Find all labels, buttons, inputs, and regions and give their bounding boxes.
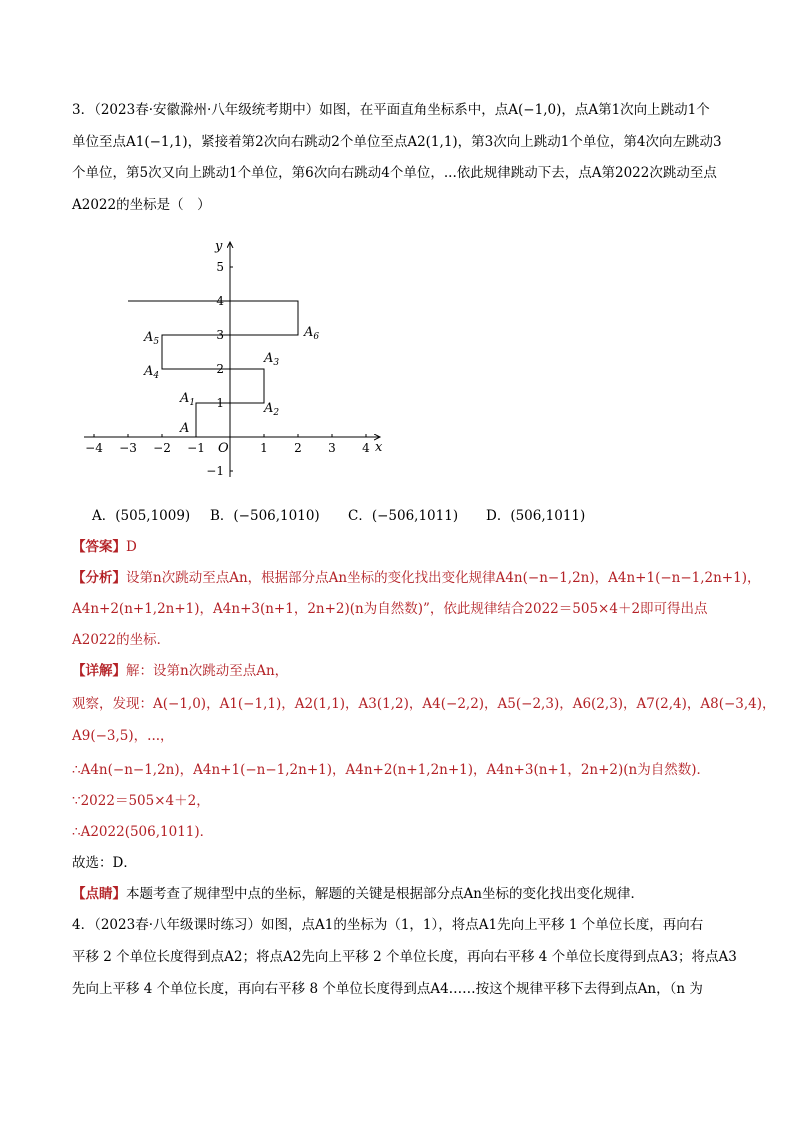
q3-line-3: 个单位，第5次又向上跳动1个单位，第6次向右跳动4个单位，...依此规律跳动下去，点A第2022次跳动至点 <box>72 165 717 181</box>
analysis-tag: 【分析】 <box>72 570 126 586</box>
q3-line-1: 3．（2023春·安徽滁州·八年级统考期中）如图，在平面直角坐标系中，点A(−1,0)，点A第1次向上跳动1个 <box>72 102 710 118</box>
point-labels <box>143 325 319 436</box>
x-tick-label: 1 <box>260 441 268 455</box>
choice-a[interactable]: A．(505,1009) <box>92 508 191 524</box>
comment-tag: 【点睛】 <box>72 886 126 902</box>
q3-line-4: A2022的坐标是（ ） <box>72 197 211 213</box>
y-axis-label: y <box>215 239 223 254</box>
detail-tag: 【详解】 <box>72 663 126 679</box>
analysis-text-1: 设第n次跳动至点An，根据部分点An坐标的变化找出变化规律A4n(−n−1,2n)，A4n+1(−n−1,2n+1)， <box>126 570 761 586</box>
detail-line-4: ∴A4n(−n−1,2n)，A4n+1(−n−1,2n+1)，A4n+2(n+1,2n+1)，A4n+3(n+1，2n+2)(n为自然数)． <box>72 762 711 778</box>
x-tick-label: −1 <box>187 441 205 455</box>
detail-line-7: 故选：D． <box>72 855 137 871</box>
coordinate-figure <box>78 232 398 482</box>
y-tick-label: 2 <box>216 362 224 376</box>
choice-b[interactable]: B．(−506,1010) <box>210 508 320 524</box>
origin-label: O <box>218 441 229 456</box>
x-tick-label: −4 <box>85 441 103 455</box>
detail-line-5: ∵2022＝505×4＋2， <box>72 793 210 809</box>
x-axis-label: x <box>375 440 383 455</box>
point-label-a: A <box>180 421 190 436</box>
analysis-line-3: A2022的坐标． <box>72 632 171 648</box>
y-tick-label: 5 <box>216 260 224 274</box>
comment-line <box>72 884 732 904</box>
q3-line-2: 单位至点A1(−1,1)，紧接着第2次向右跳动2个单位至点A2(1,1)，第3次向上跳动1个单位，第4次向左跳动3 <box>72 134 722 150</box>
answer-tag: 【答案】 <box>72 539 126 555</box>
point-label-a3: $A_3$ <box>264 351 280 368</box>
comment-text: 本题考查了规律型中点的坐标，解题的关键是根据部分点An坐标的变化找出变化规律． <box>126 886 644 902</box>
detail-line-1 <box>72 661 732 681</box>
y-tick-label: 1 <box>216 396 224 410</box>
choice-d[interactable]: D．(506,1011) <box>486 508 586 524</box>
point-label-a6: $A_6$ <box>304 325 320 342</box>
analysis-line-1 <box>72 568 761 588</box>
detail-line-2: 观察，发现：A(−1,0)，A1(−1,1)，A2(1,1)，A3(1,2)，A4(−2,2)，A5(−2,3)，A6(2,3)，A7(2,4)，A8(−3,4)， <box>72 696 776 712</box>
q4-line-1: 4．（2023春·八年级课时练习）如图，点A1的坐标为（1，1），将点A1先向上平移 1 个单位长度，再向右 <box>72 917 704 933</box>
answer-line <box>72 537 732 557</box>
detail-line-6: ∴A2022(506,1011)． <box>72 824 214 840</box>
x-tick-label: −3 <box>119 441 137 455</box>
y-tick-label: 4 <box>216 294 224 308</box>
x-tick-label: 3 <box>328 441 336 455</box>
x-tick-label: −2 <box>153 441 171 455</box>
q4-line-2: 平移 2 个单位长度得到点A2；将点A2先向上平移 2 个单位长度，再向右平移 4 个单位长度得到点A3；将点A3 <box>72 949 737 965</box>
point-label-a4: $A_4$ <box>144 364 160 381</box>
analysis-line-2: A4n+2(n+1,2n+1)，A4n+3(n+1，2n+2)(n为自然数)”，依此规律结合2022＝505×4＋2即可得出点 <box>72 601 708 617</box>
choice-c[interactable]: C．(−506,1011) <box>348 508 459 524</box>
x-tick-label: 4 <box>362 441 370 455</box>
answer-value: D <box>126 539 137 555</box>
point-label-a2: $A_2$ <box>264 401 280 418</box>
y-tick-label: 3 <box>216 328 224 342</box>
x-tick-label: 2 <box>294 441 302 455</box>
detail-text-1: 解：设第n次跳动至点An， <box>126 663 289 679</box>
detail-line-3: A9(−3,5)，...， <box>72 728 174 744</box>
point-label-a1: $A_1$ <box>180 391 196 408</box>
y-tick-label: −1 <box>206 464 224 478</box>
point-label-a5: $A_5$ <box>144 330 160 347</box>
q4-line-3: 先向上平移 4 个单位长度，再向右平移 8 个单位长度得到点A4……按这个规律平移下去得到点An，（n 为 <box>72 981 703 997</box>
